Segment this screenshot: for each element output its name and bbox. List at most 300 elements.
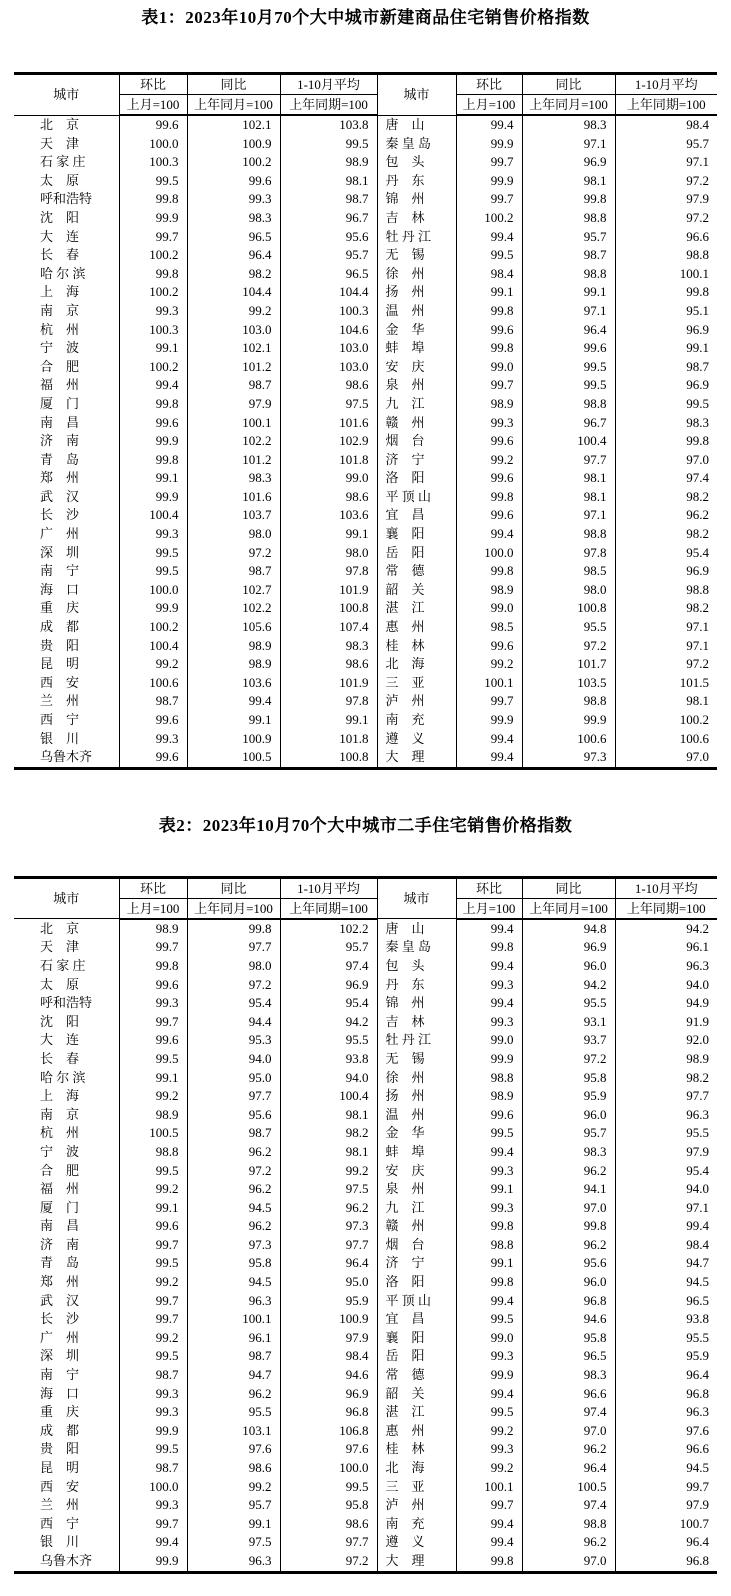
index-value-cell: 99.8	[456, 1273, 522, 1292]
city-cell: 兰 州	[40, 1497, 80, 1513]
index-value-cell: 95.5	[280, 1031, 377, 1050]
table-row	[14, 395, 717, 414]
index-value-cell: 98.2	[615, 1069, 717, 1088]
city-cell: 三 亚	[377, 674, 456, 693]
index-value-cell: 94.0	[615, 1180, 717, 1199]
table-row	[14, 692, 717, 711]
city-cell: 大 连	[40, 1032, 80, 1048]
index-value-cell: 99.5	[456, 1310, 522, 1329]
index-value-cell: 95.5	[187, 1403, 280, 1422]
index-value-cell: 99.8	[119, 451, 187, 470]
index-value-cell: 96.4	[522, 321, 615, 340]
index-value-cell: 98.9	[280, 153, 377, 172]
index-value-cell: 97.1	[615, 618, 717, 637]
index-value-cell: 97.8	[280, 692, 377, 711]
index-value-cell: 99.2	[456, 1459, 522, 1478]
index-value-cell: 102.1	[187, 339, 280, 358]
index-value-cell: 100.0	[119, 135, 187, 154]
index-value-cell: 100.1	[187, 414, 280, 433]
index-value-cell: 97.9	[615, 1496, 717, 1515]
index-value-cell: 95.9	[615, 1347, 717, 1366]
table-row	[14, 1310, 717, 1329]
index-value-cell: 98.7	[280, 190, 377, 209]
index-value-cell: 93.8	[615, 1310, 717, 1329]
col-subheader-yoy-base-right: 上年同月=100	[522, 898, 615, 919]
index-value-cell: 99.8	[615, 432, 717, 451]
index-value-cell: 97.1	[615, 153, 717, 172]
index-value-cell: 95.5	[522, 618, 615, 637]
table-row	[14, 1050, 717, 1069]
city-cell: 常 德	[377, 1366, 456, 1385]
index-value-cell: 97.5	[280, 1180, 377, 1199]
city-cell: 泉 州	[377, 376, 456, 395]
index-value-cell: 99.4	[456, 1385, 522, 1404]
index-value-cell: 99.7	[119, 1236, 187, 1255]
index-value-cell: 99.9	[456, 711, 522, 730]
table-row	[14, 1496, 717, 1515]
index-value-cell: 101.7	[522, 655, 615, 674]
city-cell: 包 头	[377, 153, 456, 172]
index-value-cell: 99.4	[187, 692, 280, 711]
index-value-cell: 96.0	[522, 957, 615, 976]
city-cell: 上 海	[40, 1088, 80, 1104]
col-header-city-left: 城市	[14, 74, 119, 116]
city-cell: 重 庆	[40, 600, 80, 616]
table-row	[14, 283, 717, 302]
index-value-cell: 96.6	[615, 228, 717, 247]
index-value-cell: 99.1	[119, 339, 187, 358]
index-value-cell: 98.3	[522, 1143, 615, 1162]
city-cell: 湛 江	[377, 599, 456, 618]
index-value-cell: 99.8	[456, 938, 522, 957]
index-value-cell: 97.2	[522, 1050, 615, 1069]
city-cell: 武 汉	[40, 1292, 80, 1308]
index-value-cell: 99.8	[119, 957, 187, 976]
index-value-cell: 97.3	[280, 1217, 377, 1236]
table-row	[14, 1199, 717, 1218]
city-cell: 深 圳	[40, 544, 80, 560]
city-cell: 成 都	[40, 1422, 80, 1438]
table-row	[14, 1124, 717, 1143]
city-cell: 南 宁	[40, 1367, 80, 1383]
city-cell: 南 充	[377, 711, 456, 730]
index-value-cell: 100.1	[456, 674, 522, 693]
index-value-cell: 94.1	[522, 1180, 615, 1199]
table-row	[14, 451, 717, 470]
index-value-cell: 97.3	[522, 748, 615, 768]
index-value-cell: 95.8	[280, 1496, 377, 1515]
city-cell: 吉 林	[377, 1013, 456, 1032]
index-value-cell: 98.9	[615, 1050, 717, 1069]
city-cell: 丹 东	[377, 172, 456, 191]
index-value-cell: 99.8	[522, 190, 615, 209]
city-cell: 呼和浩特	[40, 995, 93, 1011]
table-row	[14, 1273, 717, 1292]
index-value-cell: 99.4	[456, 1515, 522, 1534]
col-header-city-left: 城市	[14, 877, 119, 919]
index-value-cell: 99.2	[456, 1422, 522, 1441]
index-value-cell: 100.0	[119, 581, 187, 600]
index-value-cell: 99.2	[119, 1329, 187, 1348]
index-value-cell: 99.7	[119, 228, 187, 247]
index-value-cell: 99.1	[456, 283, 522, 302]
index-value-cell: 97.7	[187, 938, 280, 957]
city-cell: 安 庆	[377, 358, 456, 377]
city-cell: 重 庆	[40, 1404, 80, 1420]
index-value-cell: 96.4	[615, 1366, 717, 1385]
table-row	[14, 153, 717, 172]
index-value-cell: 97.7	[187, 1087, 280, 1106]
index-value-cell: 97.9	[615, 1143, 717, 1162]
index-value-cell: 94.6	[522, 1310, 615, 1329]
index-value-cell: 97.3	[187, 1236, 280, 1255]
col-subheader-yoy-base-right: 上年同月=100	[522, 95, 615, 116]
index-value-cell: 99.6	[187, 172, 280, 191]
index-value-cell: 103.5	[522, 674, 615, 693]
index-value-cell: 100.2	[119, 246, 187, 265]
index-value-cell: 98.6	[280, 488, 377, 507]
index-value-cell: 99.5	[615, 395, 717, 414]
city-cell: 无 锡	[377, 1050, 456, 1069]
index-value-cell: 101.5	[615, 674, 717, 693]
city-cell: 大 理	[377, 748, 456, 768]
city-cell: 温 州	[377, 1106, 456, 1125]
index-value-cell: 99.5	[119, 1347, 187, 1366]
table-row	[14, 1533, 717, 1552]
city-cell: 安 庆	[377, 1162, 456, 1181]
table2-body	[14, 919, 717, 1572]
index-value-cell: 96.9	[280, 976, 377, 995]
table-row	[14, 1478, 717, 1497]
index-value-cell: 99.3	[119, 730, 187, 749]
col-header-yoy-right: 同比	[522, 877, 615, 898]
index-value-cell: 94.5	[187, 1199, 280, 1218]
index-value-cell: 99.8	[456, 339, 522, 358]
index-value-cell: 99.6	[119, 115, 187, 135]
index-value-cell: 99.7	[615, 1478, 717, 1497]
index-value-cell: 96.9	[522, 153, 615, 172]
index-value-cell: 94.8	[522, 919, 615, 939]
index-value-cell: 98.9	[119, 919, 187, 939]
index-value-cell: 99.5	[456, 1124, 522, 1143]
index-value-cell: 99.6	[522, 339, 615, 358]
index-value-cell: 96.7	[280, 209, 377, 228]
city-cell: 西 宁	[40, 1515, 80, 1531]
col-subheader-avg-base-left: 上年同期=100	[280, 898, 377, 919]
city-cell: 宁 波	[40, 1143, 80, 1159]
city-cell: 天 津	[40, 135, 80, 151]
index-value-cell: 99.8	[615, 283, 717, 302]
index-value-cell: 99.2	[119, 1273, 187, 1292]
index-value-cell: 100.9	[187, 135, 280, 154]
index-value-cell: 99.5	[119, 1162, 187, 1181]
table-row	[14, 1162, 717, 1181]
index-value-cell: 96.4	[522, 1459, 615, 1478]
city-cell: 大 理	[377, 1552, 456, 1572]
table-row	[14, 1366, 717, 1385]
index-value-cell: 98.8	[522, 265, 615, 284]
index-value-cell: 98.1	[522, 469, 615, 488]
index-value-cell: 99.8	[187, 919, 280, 939]
index-value-cell: 98.7	[119, 692, 187, 711]
index-value-cell: 98.4	[456, 265, 522, 284]
col-header-yoy-left: 同比	[187, 877, 280, 898]
city-cell: 平 顶 山	[377, 488, 456, 507]
index-value-cell: 99.1	[187, 711, 280, 730]
col-subheader-mom-base-right: 上月=100	[456, 95, 522, 116]
city-cell: 济 宁	[377, 451, 456, 470]
index-value-cell: 96.8	[615, 1385, 717, 1404]
index-value-cell: 99.0	[456, 358, 522, 377]
index-value-cell: 102.2	[187, 599, 280, 618]
index-value-cell: 99.3	[119, 1496, 187, 1515]
index-value-cell: 100.6	[522, 730, 615, 749]
city-cell: 徐 州	[377, 1069, 456, 1088]
city-cell: 遵 义	[377, 1533, 456, 1552]
index-value-cell: 96.1	[187, 1329, 280, 1348]
index-value-cell: 98.6	[187, 1459, 280, 1478]
city-cell: 沈 阳	[40, 209, 80, 225]
index-value-cell: 95.7	[280, 246, 377, 265]
table-row	[14, 1403, 717, 1422]
city-cell: 宜 昌	[377, 1310, 456, 1329]
index-value-cell: 98.2	[280, 1124, 377, 1143]
city-cell: 洛 阳	[377, 1273, 456, 1292]
index-value-cell: 98.1	[522, 488, 615, 507]
city-cell: 青 岛	[40, 451, 80, 467]
index-value-cell: 96.2	[522, 1440, 615, 1459]
table-row	[14, 506, 717, 525]
index-value-cell: 99.6	[456, 432, 522, 451]
city-cell: 南 京	[40, 302, 80, 318]
city-cell: 常 德	[377, 562, 456, 581]
index-value-cell: 99.2	[187, 302, 280, 321]
index-value-cell: 99.8	[119, 265, 187, 284]
index-value-cell: 99.8	[456, 488, 522, 507]
index-value-cell: 99.8	[456, 1552, 522, 1572]
col-header-mom-left: 环比	[119, 74, 187, 95]
index-value-cell: 100.2	[119, 618, 187, 637]
index-value-cell: 100.4	[280, 1087, 377, 1106]
city-cell: 桂 林	[377, 637, 456, 656]
city-cell: 呼和浩特	[40, 191, 93, 207]
index-value-cell: 94.5	[615, 1459, 717, 1478]
city-cell: 烟 台	[377, 432, 456, 451]
city-cell: 宜 昌	[377, 506, 456, 525]
index-value-cell: 99.2	[456, 451, 522, 470]
col-subheader-yoy-base-left: 上年同月=100	[187, 898, 280, 919]
index-value-cell: 99.7	[119, 938, 187, 957]
index-value-cell: 96.0	[522, 1273, 615, 1292]
table1-header	[14, 74, 717, 116]
index-value-cell: 96.2	[522, 1162, 615, 1181]
index-value-cell: 103.7	[187, 506, 280, 525]
index-value-cell: 97.2	[615, 655, 717, 674]
table-row	[14, 938, 717, 957]
table-row	[14, 414, 717, 433]
index-value-cell: 95.7	[615, 135, 717, 154]
index-value-cell: 99.3	[456, 414, 522, 433]
index-value-cell: 99.7	[456, 153, 522, 172]
index-value-cell: 99.5	[119, 1254, 187, 1273]
index-value-cell: 99.3	[119, 1385, 187, 1404]
index-value-cell: 99.1	[456, 1254, 522, 1273]
index-value-cell: 98.7	[615, 358, 717, 377]
table-row	[14, 339, 717, 358]
index-value-cell: 100.1	[615, 265, 717, 284]
index-value-cell: 95.7	[522, 228, 615, 247]
index-value-cell: 102.2	[280, 919, 377, 939]
index-value-cell: 99.4	[456, 994, 522, 1013]
index-value-cell: 98.7	[119, 1366, 187, 1385]
index-value-cell: 99.4	[456, 730, 522, 749]
index-value-cell: 98.9	[456, 1087, 522, 1106]
city-cell: 济 南	[40, 433, 80, 449]
city-cell: 广 州	[40, 526, 80, 542]
index-value-cell: 101.2	[187, 358, 280, 377]
index-value-cell: 101.9	[280, 674, 377, 693]
header-row-base	[14, 95, 717, 116]
table-row	[14, 957, 717, 976]
index-value-cell: 100.5	[522, 1478, 615, 1497]
table-row	[14, 1347, 717, 1366]
city-cell: 宁 波	[40, 340, 80, 356]
index-value-cell: 98.4	[615, 1236, 717, 1255]
index-value-cell: 99.6	[119, 711, 187, 730]
city-cell: 惠 州	[377, 1422, 456, 1441]
city-cell: 长 春	[40, 247, 80, 263]
index-value-cell: 94.5	[187, 1273, 280, 1292]
index-value-cell: 94.0	[615, 976, 717, 995]
index-value-cell: 97.9	[187, 395, 280, 414]
index-value-cell: 99.3	[456, 1440, 522, 1459]
index-value-cell: 100.3	[280, 302, 377, 321]
index-value-cell: 99.8	[522, 1217, 615, 1236]
index-value-cell: 96.9	[615, 376, 717, 395]
index-value-cell: 97.1	[615, 1199, 717, 1218]
col-subheader-yoy-base-left: 上年同月=100	[187, 95, 280, 116]
index-value-cell: 99.5	[119, 544, 187, 563]
index-value-cell: 98.6	[280, 1515, 377, 1534]
city-cell: 平 顶 山	[377, 1292, 456, 1311]
index-value-cell: 100.0	[456, 544, 522, 563]
index-value-cell: 97.2	[522, 637, 615, 656]
index-value-cell: 97.1	[522, 302, 615, 321]
index-value-cell: 99.7	[119, 1013, 187, 1032]
index-value-cell: 97.1	[615, 637, 717, 656]
index-value-cell: 97.0	[522, 1422, 615, 1441]
index-value-cell: 99.5	[119, 1440, 187, 1459]
index-value-cell: 94.5	[615, 1273, 717, 1292]
city-cell: 秦 皇 岛	[377, 135, 456, 154]
index-value-cell: 103.1	[187, 1422, 280, 1441]
index-value-cell: 98.2	[187, 265, 280, 284]
index-value-cell: 97.0	[522, 1552, 615, 1572]
city-cell: 南 昌	[40, 1218, 80, 1234]
index-value-cell: 96.3	[187, 1292, 280, 1311]
city-cell: 厦 门	[40, 395, 80, 411]
index-value-cell: 94.2	[615, 919, 717, 939]
city-cell: 西 安	[40, 1478, 80, 1494]
index-value-cell: 99.1	[280, 525, 377, 544]
index-value-cell: 97.4	[522, 1403, 615, 1422]
index-value-cell: 103.6	[187, 674, 280, 693]
index-value-cell: 99.3	[119, 302, 187, 321]
city-cell: 湛 江	[377, 1403, 456, 1422]
table-row	[14, 209, 717, 228]
table-row	[14, 562, 717, 581]
index-value-cell: 95.4	[187, 994, 280, 1013]
city-cell: 唐 山	[377, 919, 456, 939]
index-value-cell: 97.7	[280, 1236, 377, 1255]
index-value-cell: 99.1	[187, 1515, 280, 1534]
index-value-cell: 99.1	[119, 1199, 187, 1218]
index-value-cell: 97.0	[522, 1199, 615, 1218]
table1-title: 表1：2023年10月70个大中城市新建商品住宅销售价格指数	[141, 8, 590, 27]
col-header-mom-left: 环比	[119, 877, 187, 898]
index-value-cell: 98.8	[522, 395, 615, 414]
index-value-cell: 95.8	[187, 1254, 280, 1273]
index-value-cell: 96.3	[615, 1403, 717, 1422]
index-value-cell: 96.1	[615, 938, 717, 957]
index-value-cell: 98.1	[280, 1143, 377, 1162]
city-cell: 牡 丹 江	[377, 1031, 456, 1050]
index-value-cell: 99.4	[456, 1143, 522, 1162]
city-cell: 泸 州	[377, 1496, 456, 1515]
index-value-cell: 96.2	[522, 1533, 615, 1552]
index-value-cell: 102.1	[187, 115, 280, 135]
city-cell: 西 安	[40, 674, 80, 690]
index-value-cell: 96.9	[522, 938, 615, 957]
col-subheader-mom-base-left: 上月=100	[119, 95, 187, 116]
index-value-cell: 99.7	[119, 1292, 187, 1311]
city-cell: 泉 州	[377, 1180, 456, 1199]
index-value-cell: 94.2	[522, 976, 615, 995]
index-value-cell: 99.4	[456, 525, 522, 544]
index-value-cell: 96.2	[187, 1217, 280, 1236]
index-value-cell: 99.5	[522, 376, 615, 395]
col-header-mom-right: 环比	[456, 877, 522, 898]
city-cell: 济 南	[40, 1236, 80, 1252]
index-value-cell: 98.1	[280, 172, 377, 191]
index-value-cell: 102.9	[280, 432, 377, 451]
index-value-cell: 95.4	[615, 544, 717, 563]
index-value-cell: 95.7	[522, 1124, 615, 1143]
city-cell: 石 家 庄	[40, 154, 86, 170]
index-value-cell: 99.6	[456, 637, 522, 656]
col-subheader-mom-base-right: 上月=100	[456, 898, 522, 919]
index-value-cell: 100.8	[280, 599, 377, 618]
header-row-main	[14, 877, 717, 898]
index-value-cell: 91.9	[615, 1013, 717, 1032]
index-value-cell: 99.9	[119, 488, 187, 507]
index-value-cell: 95.9	[522, 1087, 615, 1106]
index-value-cell: 100.5	[119, 1124, 187, 1143]
index-value-cell: 99.5	[522, 358, 615, 377]
table-row	[14, 581, 717, 600]
index-value-cell: 99.9	[456, 1050, 522, 1069]
index-value-cell: 96.9	[615, 562, 717, 581]
index-value-cell: 96.5	[615, 1292, 717, 1311]
index-value-cell: 98.9	[119, 1106, 187, 1125]
table-row	[14, 1180, 717, 1199]
index-value-cell: 98.8	[522, 525, 615, 544]
index-value-cell: 97.2	[187, 544, 280, 563]
index-value-cell: 99.3	[456, 1347, 522, 1366]
index-value-cell: 98.8	[522, 1515, 615, 1534]
col-header-avg-right: 1-10月平均	[615, 74, 717, 95]
index-value-cell: 99.5	[119, 172, 187, 191]
